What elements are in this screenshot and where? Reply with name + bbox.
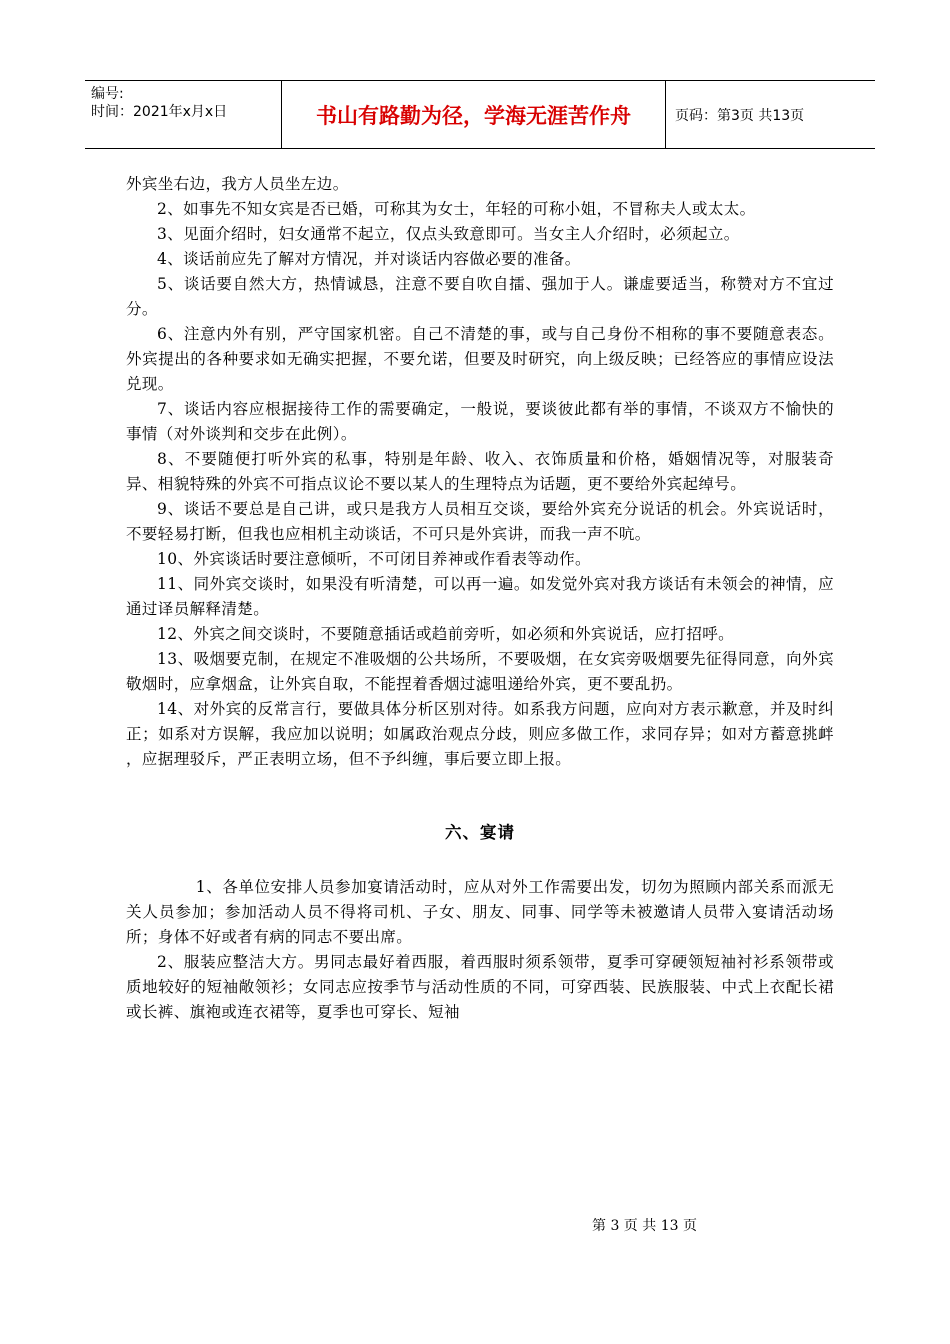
document-body bbox=[126, 172, 834, 1025]
header-meta bbox=[85, 81, 281, 148]
paragraph-6: 6、注意内外有别，严守国家机密。自己不清楚的事，或与自己身份不相称的事不要随意表态。外宾提出的各种要求如无确实把握，不要允诺，但要及时研究，向上级反映；已经答应的事情应设法兑现。 bbox=[126, 325, 834, 393]
paragraph-9: 9、谈话不要总是自己讲，或只是我方人员相互交谈，要给外宾充分说话的机会。外宾说话时，不要轻易打断，但我也应相机主动谈话，不可只是外宾讲，而我一声不吭。 bbox=[126, 500, 834, 543]
paragraph-continuation: 外宾坐右边，我方人员坐左边。 bbox=[126, 175, 349, 193]
paragraph-8: 8、不要随便打听外宾的私事，特别是年龄、收入、衣饰质量和价格，婚姻情况等，对服装奇异、相貌特殊的外宾不可指点议论不要以某人的生理特点为话题，更不要给外宾起绰号。 bbox=[126, 450, 834, 493]
header-page-label: 页码：第3页 共13页 bbox=[675, 107, 805, 124]
time-label: 时间：2021年x月x日 bbox=[91, 104, 228, 120]
paragraph-13: 13、吸烟要克制，在规定不准吸烟的公共场所，不要吸烟，在女宾旁吸烟要先征得同意，向外宾敬烟时，应拿烟盒，让外宾自取，不能捏着香烟过滤咀递给外宾，更不要乱扔。 bbox=[126, 650, 834, 693]
header-motto: 书山有路勤为径，学海无涯苦作舟 bbox=[281, 81, 666, 148]
paragraph-7: 7、谈话内容应根据接待工作的需要确定，一般说，要谈彼此都有举的事情，不谈双方不愉快的事情（对外谈判和交步在此例）。 bbox=[126, 400, 834, 443]
section-paragraph-2: 2、服装应整洁大方。男同志最好着西服，着西服时须系领带，夏季可穿硬领短袖衬衫系领带或质地较好的短袖敞领衫；女同志应按季节与活动性质的不同，可穿西装、民族服装、中式上衣配长裙或长裤、旗袍或连衣裙等，夏季也可穿长、短袖 bbox=[126, 953, 834, 1021]
paragraph-5: 5、谈话要自然大方，热情诚恳，注意不要自吹自擂、强加于人。谦虚要适当，称赞对方不宜过分。 bbox=[126, 275, 834, 318]
section-paragraph-1: 1、各单位安排人员参加宴请活动时，应从对外工作需要出发，切勿为照顾内部关系而派无关人员参加；参加活动人员不得将司机、子女、朋友、同事、同学等未被邀请人员带入宴请活动场所；身体不好或者有病的同志不要出席。 bbox=[126, 878, 834, 946]
page-header bbox=[85, 80, 875, 149]
page-footer: 第 3 页 共 13 页 bbox=[592, 1218, 697, 1234]
paragraph-12: 12、外宾之间交谈时，不要随意插话或趋前旁听，如必须和外宾说话，应打招呼。 bbox=[157, 625, 735, 643]
paragraph-3: 3、见面介绍时，妇女通常不起立，仅点头致意即可。当女主人介绍时，必须起立。 bbox=[157, 225, 740, 243]
paragraph-11: 11、同外宾交谈时，如果没有听清楚，可以再一遍。如发觉外宾对我方谈话有未领会的神情，应通过译员解释清楚。 bbox=[126, 575, 834, 618]
section-title: 六、宴请 bbox=[445, 823, 515, 842]
number-label: 编号: bbox=[91, 86, 124, 102]
paragraph-10: 10、外宾谈话时要注意倾听，不可闭目养神或作看表等动作。 bbox=[157, 550, 591, 568]
paragraph-4: 4、谈话前应先了解对方情况，并对谈话内容做必要的准备。 bbox=[157, 250, 581, 268]
paragraph-2: 2、如事先不知女宾是否已婚，可称其为女士，年轻的可称小姐，不冒称夫人或太太。 bbox=[157, 200, 756, 218]
paragraph-14: 14、对外宾的反常言行，要做具体分析区别对待。如系我方问题，应向对方表示歉意，并及时纠正；如系对方误解，我应加以说明；如属政治观点分歧，则应多做工作，求同存异；如对方蓄意挑衅 ，应据理驳斥，严正表明立场，但不予纠缠，事后要立即上报。 bbox=[126, 700, 834, 768]
